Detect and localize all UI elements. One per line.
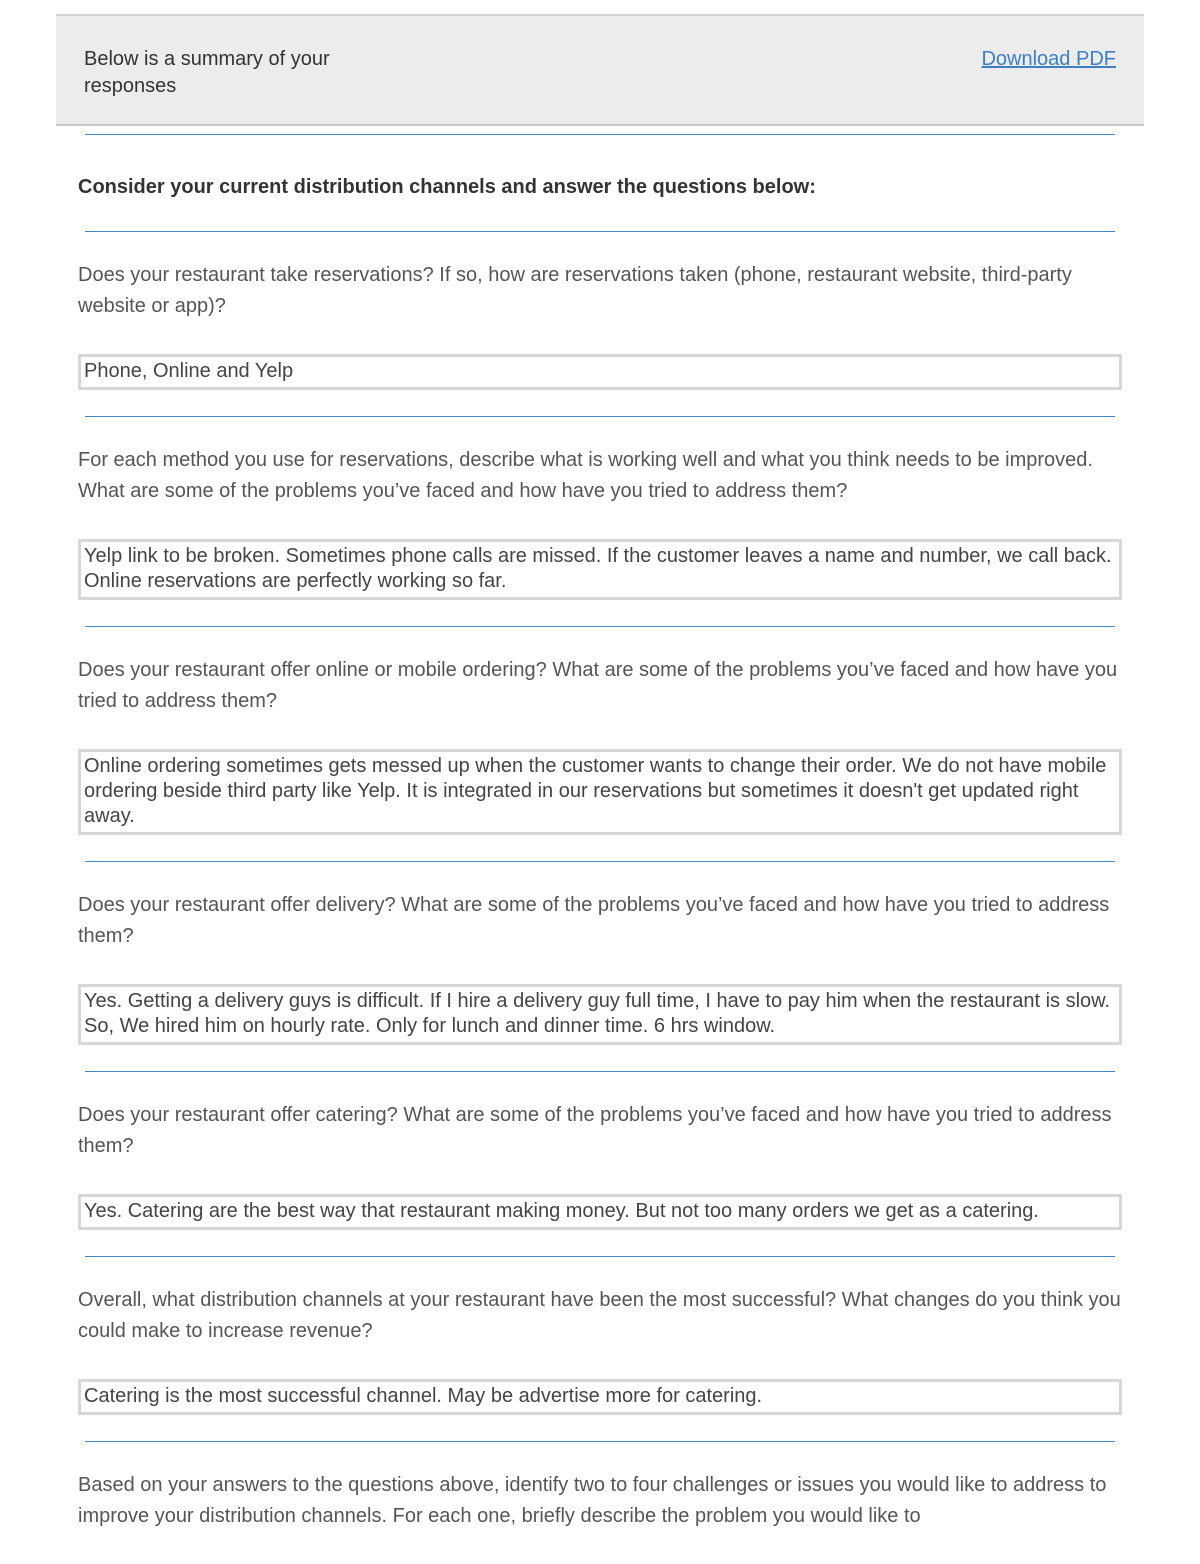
question-text: Does your restaurant offer delivery? What are some of the problems you’ve faced and how have you tried to address them? <box>78 894 1110 947</box>
divider <box>85 1071 1115 1072</box>
question-text: For each method you use for reservations, describe what is working well and what you think needs to be improved. What are some of the problems you’ve faced and how have you tried to address them? <box>78 449 1093 502</box>
answer-box: Online ordering sometimes gets messed up when the customer wants to change their order. We do not have mobile ordering beside third party like Yelp. It is integrated in our reservations but sometimes it doesn't get updated right away. <box>78 749 1122 835</box>
answer-box: Catering is the most successful channel. May be advertise more for catering. <box>78 1379 1122 1415</box>
answer-box: Yes. Catering are the best way that restaurant making money. But not too many orders we get as a catering. <box>78 1194 1122 1230</box>
question-text: Does your restaurant offer online or mobile ordering? What are some of the problems you’ve faced and how have you tried to address them? <box>78 659 1118 712</box>
answer-box: Yes. Getting a delivery guys is difficult. If I hire a delivery guy full time, I have to pay him when the restaurant is slow. So, We hired him on hourly rate. Only for lunch and dinner time. 6 hrs window. <box>78 984 1122 1045</box>
summary-title: Below is a summary of your responses <box>84 48 330 97</box>
question-text: Overall, what distribution channels at your restaurant have been the most successful? What changes do you think you could make to increase revenue? <box>78 1289 1121 1342</box>
divider <box>85 626 1115 627</box>
divider <box>85 416 1115 417</box>
answer-box: Phone, Online and Yelp <box>78 354 1122 390</box>
answer-box: Yelp link to be broken. Sometimes phone calls are missed. If the customer leaves a name and number, we call back. Online reservations are perfectly working so far. <box>78 539 1122 600</box>
divider <box>85 1256 1115 1257</box>
divider <box>85 134 1115 135</box>
divider <box>85 861 1115 862</box>
question-text: Does your restaurant take reservations? If so, how are reservations taken (phone, restaurant website, third-party website or app)? <box>78 264 1072 317</box>
summary-header <box>56 14 1144 126</box>
responses-content <box>78 126 1122 1564</box>
question-text: Based on your answers to the questions above, identify two to four challenges or issues you would like to address to improve your distribution channels. For each one, briefly describe the problem you would like to <box>78 1474 1107 1527</box>
download-pdf-link[interactable]: Download PDF <box>981 48 1116 70</box>
section-title: Consider your current distribution channels and answer the questions below: <box>78 176 816 198</box>
question-text: Does your restaurant offer catering? What are some of the problems you’ve faced and how have you tried to address them? <box>78 1104 1112 1157</box>
divider <box>85 231 1115 232</box>
divider <box>85 1441 1115 1442</box>
